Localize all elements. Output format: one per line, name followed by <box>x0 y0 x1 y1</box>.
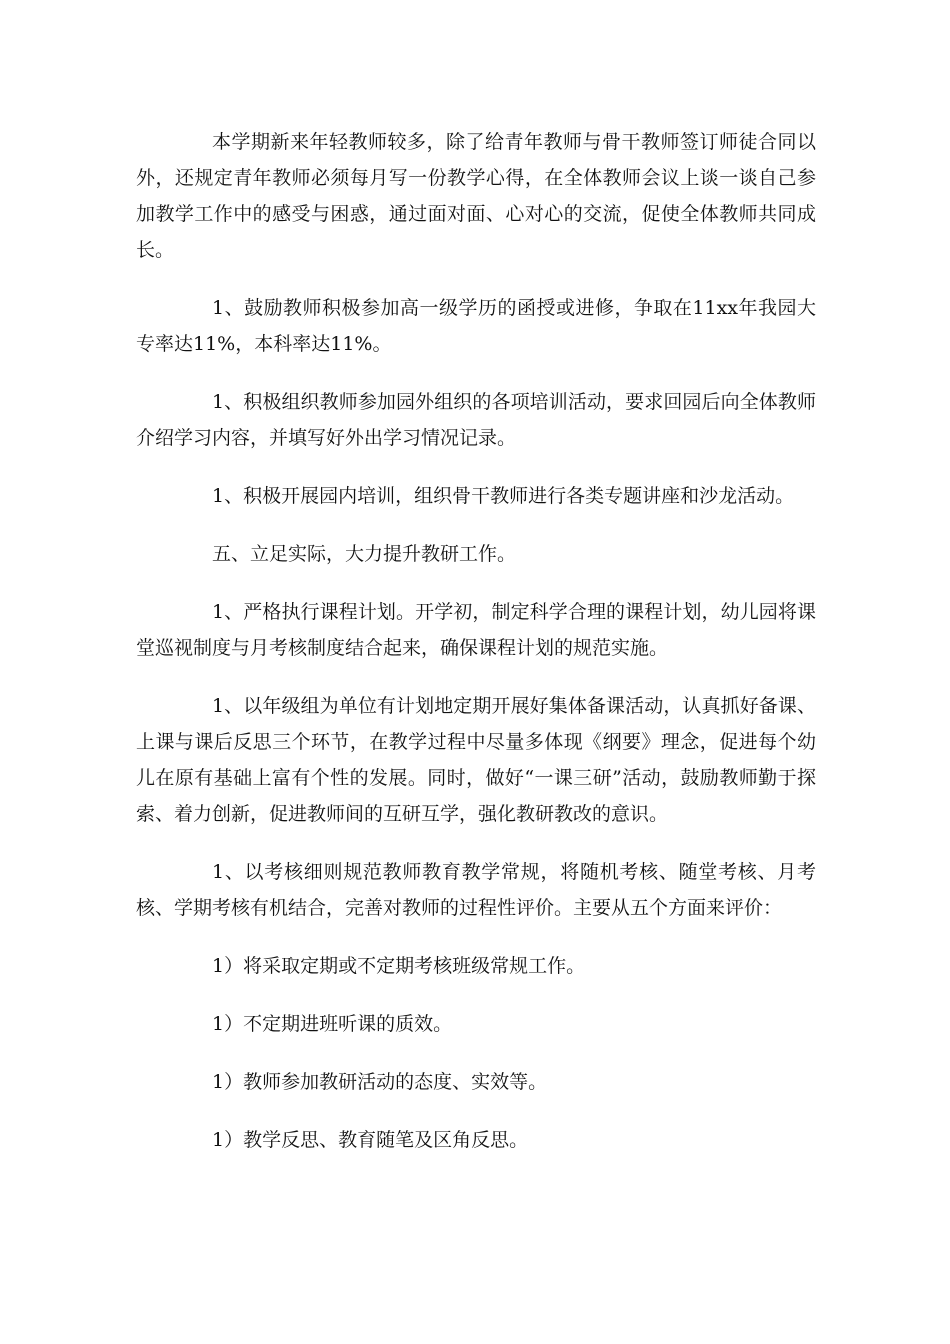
list-item-class-routine: 1）将采取定期或不定期考核班级常规工作。 <box>212 955 586 977</box>
paragraph-lesson-prep: 1、以年级组为单位有计划地定期开展好集体备课活动，认真抓好备课、上课与课后反思三个环节，在教学过程中尽量多体现《纲要》理念，促进每个幼儿在原有基础上富有个性的发展。同时，做好“一课三研”活动，鼓励教师勤于探索、着力创新，促进教师间的互研互学，强化教研教改的意识。 <box>136 695 816 825</box>
list-item-research-attitude: 1）教师参加教研活动的态度、实效等。 <box>212 1071 548 1093</box>
section-heading-research: 五、立足实际，大力提升教研工作。 <box>212 543 517 565</box>
list-item-class-observation: 1）不定期进班听课的质效。 <box>212 1013 453 1035</box>
document-body <box>136 124 816 1180</box>
paragraph-external-training: 1、积极组织教师参加园外组织的各项培训活动，要求回园后向全体教师介绍学习内容，并填写好外出学习情况记录。 <box>136 391 816 449</box>
paragraph-intro: 本学期新来年轻教师较多，除了给青年教师与骨干教师签订师徒合同以外，还规定青年教师必须每月写一份教学心得，在全体教师会议上谈一谈自己参加教学工作中的感受与困惑，通过面对面、心对心的交流，促使全体教师共同成长。 <box>136 131 816 261</box>
paragraph-internal-training: 1、积极开展园内培训，组织骨干教师进行各类专题讲座和沙龙活动。 <box>212 485 795 507</box>
paragraph-assessment: 1、以考核细则规范教师教育教学常规，将随机考核、随堂考核、月考核、学期考核有机结合，完善对教师的过程性评价。主要从五个方面来评价： <box>136 861 816 919</box>
list-item-reflection: 1）教学反思、教育随笔及区角反思。 <box>212 1129 529 1151</box>
paragraph-course-plan: 1、严格执行课程计划。开学初，制定科学合理的课程计划，幼儿园将课堂巡视制度与月考核制度结合起来，确保课程计划的规范实施。 <box>136 601 816 659</box>
paragraph-degree-study: 1、鼓励教师积极参加高一级学历的函授或进修，争取在11xx年我园大专率达11%，本科率达11%。 <box>136 297 816 355</box>
